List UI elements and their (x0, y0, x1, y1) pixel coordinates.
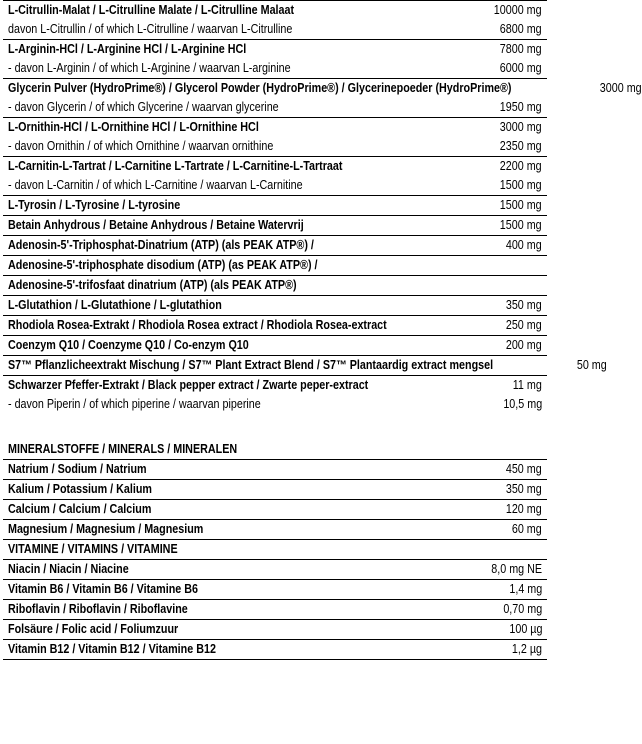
mineral-name: Natrium / Sodium / Natrium (8, 462, 147, 476)
ingredient-group (3, 1, 547, 40)
ingredient-sub-amount: 1950 mg (500, 100, 542, 114)
section-spacer (3, 414, 547, 440)
ingredient-row (3, 79, 642, 98)
ingredient-group (3, 118, 547, 157)
ingredient-amount: 3000 mg (600, 81, 642, 95)
ingredient-sub-amount: 6000 mg (500, 61, 542, 75)
ingredient-sub-name: - davon L-Carnitin / of which L-Carnitine / waarvan L-Carnitine (8, 178, 303, 192)
pepper-subrow (3, 395, 547, 414)
ingredient-sub-name: - davon Glycerin / of which Glycerine / waarvan glycerine (8, 100, 279, 114)
mineral-row (3, 520, 547, 540)
ingredient-row (3, 157, 547, 176)
ingredient-subrow (3, 137, 547, 156)
atp-name-line-1: Adenosin-5'-Triphosphat-Dinatrium (ATP) (als PEAK ATP®) / (8, 238, 314, 252)
ingredient-name: L-Carnitin-L-Tartrat / L-Carnitine L-Tartrate / L-Carnitine-L-Tartraat (8, 159, 343, 173)
mineral-amount: 120 mg (506, 502, 542, 516)
ingredient-group (3, 157, 547, 196)
ingredient-row (3, 1, 547, 20)
ingredient-sub-name: - davon L-Arginin / of which L-Arginine / waarvan L-arginine (8, 61, 291, 75)
ingredient-subrow (3, 20, 547, 39)
minerals-heading: MINERALSTOFFE / MINERALS / MINERALEN (8, 442, 238, 456)
vitamin-amount: 8,0 mg NE (491, 562, 542, 576)
vitamin-amount: 0,70 mg (503, 602, 542, 616)
ingredient-group (3, 40, 547, 79)
mineral-row (3, 500, 547, 520)
mineral-name: Magnesium / Magnesium / Magnesium (8, 522, 204, 536)
vitamin-name: Niacin / Niacin / Niacine (8, 562, 129, 576)
ingredient-row (3, 296, 547, 316)
ingredient-amount: 2200 mg (500, 159, 542, 173)
ingredient-name: Betain Anhydrous / Betaine Anhydrous / Betaine Watervrij (8, 218, 304, 232)
ingredient-amount: 7800 mg (500, 42, 542, 56)
ingredient-row (3, 216, 547, 236)
pepper-amount: 11 mg (512, 378, 542, 392)
ingredient-amount: 350 mg (506, 298, 542, 312)
mineral-amount: 350 mg (506, 482, 542, 496)
nutrition-table (3, 0, 642, 660)
vitamin-row (3, 640, 547, 660)
ingredient-subrow (3, 59, 547, 78)
vitamin-row (3, 560, 547, 580)
vitamin-amount: 100 µg (508, 622, 542, 636)
mineral-name: Calcium / Calcium / Calcium (8, 502, 152, 516)
ingredient-row (3, 196, 547, 216)
ingredient-name: S7™ Pflanzlicheextrakt Mischung / S7™ Plant Extract Blend / S7™ Plantaardig extract mengsel (8, 358, 494, 372)
ingredient-sub-amount: 6800 mg (500, 22, 542, 36)
ingredient-group (3, 79, 642, 118)
vitamin-amount: 1,2 µg (511, 642, 542, 656)
ingredient-sub-name: davon L-Citrullin / of which L-Citrulline / waarvan L-Citrulline (8, 22, 293, 36)
vitamin-amount: 1,4 mg (509, 582, 542, 596)
ingredient-name: Glycerin Pulver (HydroPrime®) / Glycerol Powder (HydroPrime®) / Glycerinepoeder (HydroPrime®) (8, 81, 512, 95)
ingredient-subrow (3, 176, 547, 195)
atp-row-2 (3, 256, 547, 276)
atp-name-line-3: Adenosine-5'-trifosfaat dinatrium (ATP) (als PEAK ATP®) (8, 278, 297, 292)
ingredient-row (3, 40, 547, 59)
atp-amount: 400 mg (506, 238, 542, 252)
atp-name-line-2: Adenosine-5'-triphosphate disodium (ATP) (as PEAK ATP®) / (8, 258, 318, 272)
ingredient-amount: 50 mg (576, 358, 607, 372)
ingredient-name: Rhodiola Rosea-Extrakt / Rhodiola Rosea extract / Rhodiola Rosea-extract (8, 318, 387, 332)
vitamin-name: Folsäure / Folic acid / Foliumzuur (8, 622, 179, 636)
ingredient-row (3, 316, 547, 336)
ingredient-sub-name: - davon Ornithin / of which Ornithine / waarvan ornithine (8, 139, 274, 153)
vitamins-heading-row (3, 540, 547, 560)
atp-row-3 (3, 276, 547, 296)
vitamin-name: Riboflavin / Riboflavin / Riboflavine (8, 602, 188, 616)
ingredient-row (3, 118, 547, 137)
ingredient-name: L-Tyrosin / L-Tyrosine / L-tyrosine (8, 198, 181, 212)
minerals-heading-row (3, 440, 547, 460)
ingredient-name: L-Ornithin-HCl / L-Ornithine HCl / L-Ornithine HCl (8, 120, 259, 134)
ingredient-sub-amount: 2350 mg (500, 139, 542, 153)
ingredient-amount: 1500 mg (500, 218, 542, 232)
vitamin-row (3, 620, 547, 640)
pepper-sub-amount: 10,5 mg (503, 397, 542, 411)
mineral-amount: 60 mg (512, 522, 542, 536)
ingredient-row (3, 336, 547, 356)
ingredient-sub-amount: 1500 mg (500, 178, 542, 192)
ingredient-subrow (3, 98, 547, 117)
ingredient-name: L-Arginin-HCl / L-Arginine HCl / L-Arginine HCl (8, 42, 247, 56)
mineral-row (3, 480, 547, 500)
ingredient-amount: 250 mg (506, 318, 542, 332)
vitamin-row (3, 580, 547, 600)
vitamin-name: Vitamin B12 / Vitamin B12 / Vitamine B12 (8, 642, 216, 656)
mineral-amount: 450 mg (506, 462, 542, 476)
ingredient-amount: 10000 mg (494, 3, 542, 17)
vitamin-row (3, 600, 547, 620)
ingredient-name: Coenzym Q10 / Coenzyme Q10 / Co-enzym Q10 (8, 338, 249, 352)
ingredient-row (3, 356, 607, 376)
pepper-name: Schwarzer Pfeffer-Extrakt / Black pepper extract / Zwarte peper-extract (8, 378, 369, 392)
ingredient-name: L-Citrullin-Malat / L-Citrulline Malate / L-Citrulline Malaat (8, 3, 295, 17)
ingredient-name: L-Glutathion / L-Glutathione / L-glutathion (8, 298, 222, 312)
pepper-sub-name: - davon Piperin / of which piperine / waarvan piperine (8, 397, 261, 411)
vitamins-heading: VITAMINE / VITAMINS / VITAMINE (8, 542, 178, 556)
atp-row-1 (3, 236, 547, 256)
ingredient-amount: 1500 mg (500, 198, 542, 212)
ingredient-amount: 200 mg (506, 338, 542, 352)
mineral-name: Kalium / Potassium / Kalium (8, 482, 152, 496)
pepper-row (3, 376, 547, 395)
mineral-row (3, 460, 547, 480)
ingredient-amount: 3000 mg (500, 120, 542, 134)
vitamin-name: Vitamin B6 / Vitamin B6 / Vitamine B6 (8, 582, 198, 596)
